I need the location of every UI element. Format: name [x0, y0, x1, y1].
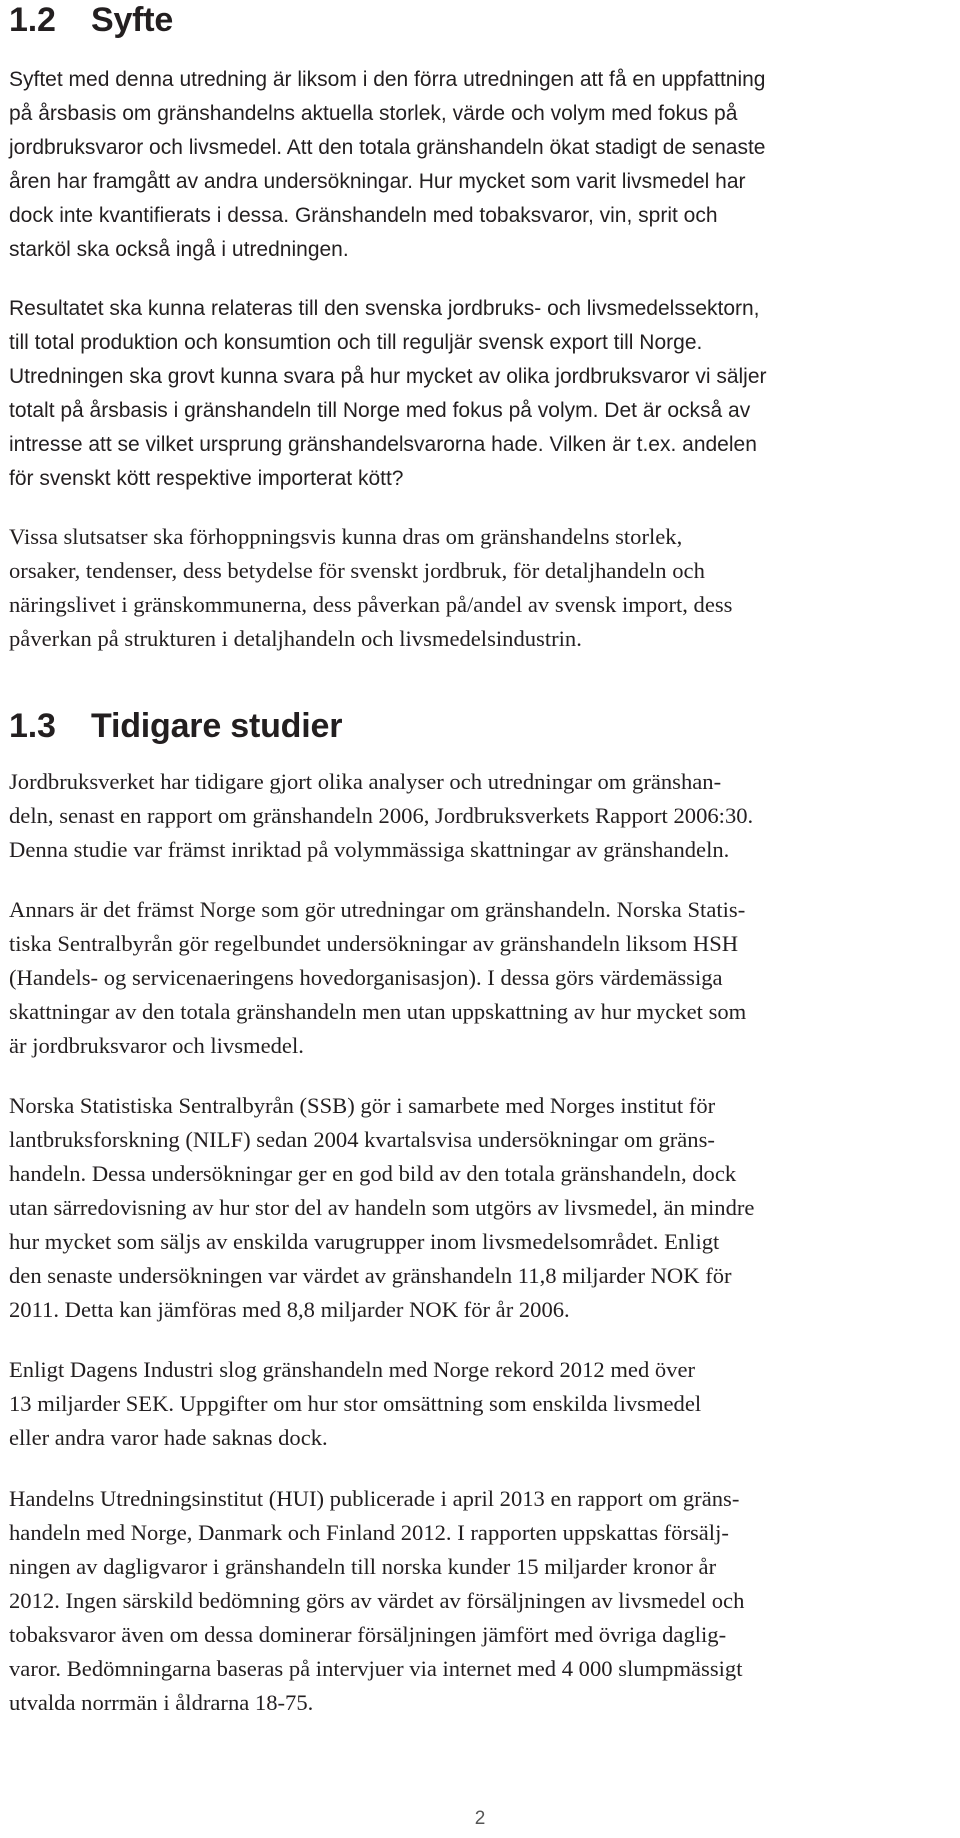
syfte-paragraph-2: [9, 292, 949, 496]
text-line: 13 miljarder SEK. Uppgifter om hur stor omsättning som enskilda livsmedel: [9, 1391, 702, 1416]
text-line: dock inte kvantifierats i dessa. Gränshandeln med tobaksvaror, vin, sprit och: [9, 204, 718, 227]
text-line: starköl ska också ingå i utredningen.: [9, 238, 349, 261]
page-number: 2: [474, 1808, 486, 1829]
text-line: orsaker, tendenser, dess betydelse för svenskt jordbruk, för detaljhandeln och: [9, 558, 705, 583]
text-line: tiska Sentralbyrån gör regelbundet undersökningar av gränshandeln liksom HSH: [9, 931, 739, 956]
text-line: Resultatet ska kunna relateras till den svenska jordbruks- och livsmedelssektorn,: [9, 297, 760, 320]
text-line: utan särredovisning av hur stor del av handeln som utgörs av livsmedel, än mindre: [9, 1195, 755, 1220]
text-line: Denna studie var främst inriktad på volymmässiga skattningar av gränshandeln.: [9, 837, 730, 862]
text-line: handeln. Dessa undersökningar ger en god bild av den totala gränshandeln, dock: [9, 1161, 737, 1186]
tidigare-paragraph-3: [9, 1089, 949, 1327]
tidigare-paragraph-5: [9, 1482, 949, 1720]
text-line: Handelns Utredningsinstitut (HUI) publicerade i april 2013 en rapport om gräns-: [9, 1486, 740, 1511]
text-line: varor. Bedömningarna baseras på intervjuer via internet med 4 000 slumpmässigt: [9, 1656, 743, 1681]
text-line: 2011. Detta kan jämföras med 8,8 miljarder NOK för år 2006.: [9, 1297, 570, 1322]
text-line: näringslivet i gränskommunerna, dess påverkan på/andel av svensk import, dess: [9, 592, 733, 617]
tidigare-paragraph-4: [9, 1353, 949, 1455]
text-line: åren har framgått av andra undersökningar. Hur mycket som varit livsmedel har: [9, 170, 746, 193]
syfte-paragraph-3: [9, 520, 949, 656]
section-title: Syfte: [91, 1, 174, 39]
text-line: Norska Statistiska Sentralbyrån (SSB) gör i samarbete med Norges institut för: [9, 1093, 716, 1118]
section-heading-tidigare-studier: [9, 706, 342, 746]
text-line: utvalda norrmän i åldrarna 18-75.: [9, 1690, 314, 1715]
text-line: påverkan på strukturen i detaljhandeln och livsmedelsindustrin.: [9, 626, 582, 651]
text-line: lantbruksforskning (NILF) sedan 2004 kvartalsvisa undersökningar om gräns-: [9, 1127, 715, 1152]
text-line: Syftet med denna utredning är liksom i den förra utredningen att få en uppfattning: [9, 68, 766, 91]
text-line: på årsbasis om gränshandelns aktuella storlek, värde och volym med fokus på: [9, 102, 738, 125]
text-line: Vissa slutsatser ska förhoppningsvis kunna dras om gränshandelns storlek,: [9, 524, 683, 549]
text-line: den senaste undersökningen var värdet av gränshandeln 11,8 miljarder NOK för: [9, 1263, 732, 1288]
text-line: 2012. Ingen särskild bedömning görs av värdet av försäljningen av livsmedel och: [9, 1588, 745, 1613]
text-line: intresse att se vilket ursprung gränshandelsvarorna hade. Vilken är t.ex. andelen: [9, 433, 757, 456]
section-number: 1.2: [9, 1, 56, 39]
text-line: till total produktion och konsumtion och till reguljär svensk export till Norge.: [9, 331, 703, 354]
text-line: är jordbruksvaror och livsmedel.: [9, 1033, 304, 1058]
tidigare-paragraph-1: [9, 765, 949, 867]
text-line: skattningar av den totala gränshandeln men utan uppskattning av hur mycket som: [9, 999, 747, 1024]
text-line: totalt på årsbasis i gränshandeln till Norge med fokus på volym. Det är också av: [9, 399, 751, 422]
section-title: Tidigare studier: [91, 707, 343, 745]
section-heading-syfte: [9, 0, 173, 40]
text-line: eller andra varor hade saknas dock.: [9, 1425, 328, 1450]
text-line: Utredningen ska grovt kunna svara på hur mycket av olika jordbruksvaror vi säljer: [9, 365, 767, 388]
text-line: Enligt Dagens Industri slog gränshandeln med Norge rekord 2012 med över: [9, 1357, 696, 1382]
text-line: tobaksvaror även om dessa dominerar försäljningen jämfört med övriga daglig-: [9, 1622, 727, 1647]
text-line: ningen av dagligvaror i gränshandeln till norska kunder 15 miljarder kronor år: [9, 1554, 717, 1579]
tidigare-paragraph-2: [9, 893, 949, 1063]
text-line: för svenskt kött respektive importerat kött?: [9, 467, 404, 490]
text-line: hur mycket som säljs av enskilda varugrupper inom livsmedelsområdet. Enligt: [9, 1229, 720, 1254]
text-line: Jordbruksverket har tidigare gjort olika analyser och utredningar om gränshan-: [9, 769, 722, 794]
text-line: Annars är det främst Norge som gör utredningar om gränshandeln. Norska Statis-: [9, 897, 746, 922]
section-number: 1.3: [9, 707, 56, 745]
syfte-paragraph-1: [9, 63, 949, 267]
text-line: deln, senast en rapport om gränshandeln 2006, Jordbruksverkets Rapport 2006:30.: [9, 803, 754, 828]
text-line: (Handels- og servicenaeringens hovedorganisasjon). I dessa görs värdemässiga: [9, 965, 723, 990]
text-line: handeln med Norge, Danmark och Finland 2012. I rapporten uppskattas försälj-: [9, 1520, 729, 1545]
text-line: jordbruksvaror och livsmedel. Att den totala gränshandeln ökat stadigt de senaste: [9, 136, 766, 159]
